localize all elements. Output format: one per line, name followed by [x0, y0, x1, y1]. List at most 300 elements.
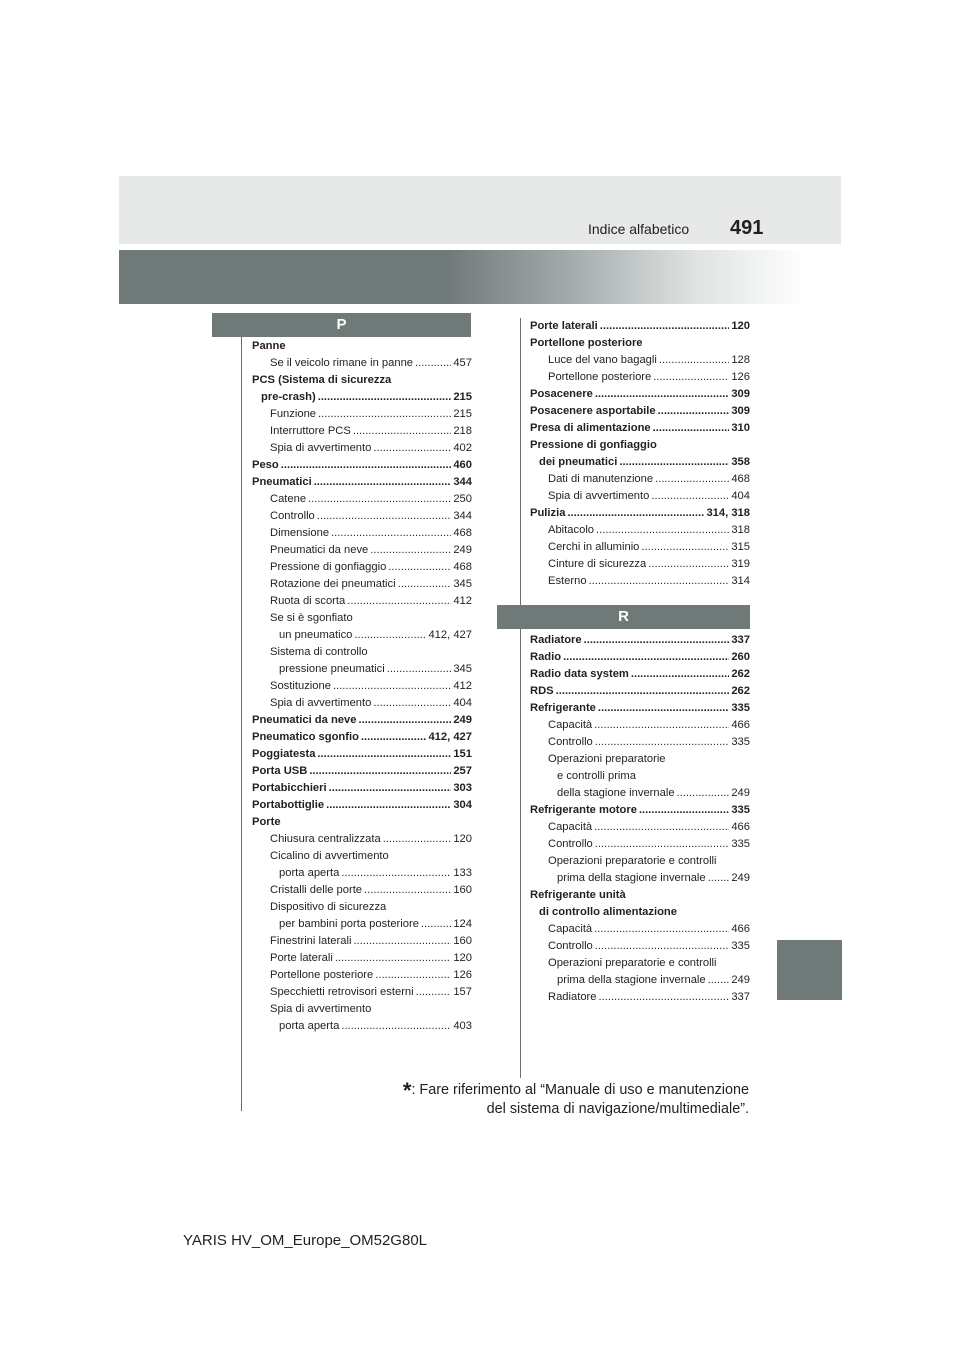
dot-leader: [314, 474, 452, 491]
index-entry-label: Portellone posteriore: [270, 969, 374, 981]
index-entry-label: Operazioni preparatorie: [548, 753, 666, 765]
index-entry-page: 250: [453, 493, 472, 505]
dot-leader: [341, 865, 451, 882]
index-entry-page: 337: [731, 634, 750, 646]
index-entry-label: Catene: [270, 493, 307, 505]
index-entry-page: 315: [731, 541, 750, 553]
dot-leader: [599, 989, 730, 1006]
dot-leader: [373, 695, 451, 712]
dot-leader: [596, 522, 729, 539]
index-entry-label: Abitacolo: [548, 524, 595, 536]
index-entry-page: 412: [453, 680, 472, 692]
dot-leader: [567, 505, 704, 522]
index-entry: [530, 717, 750, 734]
index-entry-label: Luce del vano bagagli: [548, 354, 657, 366]
index-entry-page: 404: [453, 697, 472, 709]
index-entry-label: della stagione invernale: [557, 787, 675, 799]
index-entry: [252, 848, 472, 865]
index-entry: [530, 369, 750, 386]
dot-leader: [651, 488, 729, 505]
index-entry-label: Capacità: [548, 923, 593, 935]
index-entry: [530, 573, 750, 590]
dot-leader: [594, 819, 729, 836]
dot-leader: [353, 933, 451, 950]
index-entry-label: Controllo: [548, 838, 593, 850]
index-entry-page: 314: [731, 575, 750, 587]
index-entry-label: Capacità: [548, 821, 593, 833]
index-entry: [252, 763, 472, 780]
page-number: 491: [730, 217, 764, 239]
index-entry-label: Posacenere: [530, 388, 593, 400]
index-entry-page: 218: [453, 425, 472, 437]
dot-leader: [347, 593, 451, 610]
index-entry-page: 304: [453, 799, 472, 811]
index-entry-page: 310: [731, 422, 750, 434]
dot-leader: [317, 746, 451, 763]
index-entry-label: Sostituzione: [270, 680, 331, 692]
dot-leader: [375, 967, 451, 984]
index-entry: [530, 420, 750, 437]
index-entry: [530, 649, 750, 666]
dot-leader: [619, 454, 729, 471]
dot-leader: [358, 712, 451, 729]
dot-leader: [648, 556, 729, 573]
index-entry-label: Pneumatico sgonfio: [252, 731, 359, 743]
index-entry: [252, 882, 472, 899]
index-entry-page: 466: [731, 821, 750, 833]
index-entry-label: Esterno: [548, 575, 587, 587]
index-entry: [252, 576, 472, 593]
index-entry: [252, 525, 472, 542]
index-entry: [530, 819, 750, 836]
index-entry-page: 468: [453, 527, 472, 539]
index-entry-label: e controlli prima: [557, 770, 636, 782]
index-entry-page: 249: [731, 974, 750, 986]
index-entry-label: Finestrini laterali: [270, 935, 352, 947]
index-entry-label: Cristalli delle porte: [270, 884, 363, 896]
index-entry-label: prima della stagione invernale: [557, 872, 706, 884]
dot-leader: [595, 734, 730, 751]
index-entry-page: 319: [731, 558, 750, 570]
index-entry-label: Pulizia: [530, 507, 566, 519]
index-entry-label: Radiatore: [548, 991, 597, 1003]
dot-leader: [318, 406, 451, 423]
index-entry: [530, 700, 750, 717]
dot-leader: [281, 457, 452, 474]
index-entry: [252, 593, 472, 610]
index-entry-page: 126: [453, 969, 472, 981]
index-entry-label: Pressione di gonfiaggio: [530, 439, 657, 451]
index-column-right-p: [530, 318, 750, 590]
document-code: YARIS HV_OM_Europe_OM52G80L: [183, 1232, 428, 1249]
index-entry-label: un pneumatico: [279, 629, 353, 641]
index-entry-page: 466: [731, 719, 750, 731]
index-entry-label: Porta USB: [252, 765, 308, 777]
index-entry-label: Spia di avvertimento: [548, 490, 650, 502]
dot-leader: [354, 627, 426, 644]
index-entry: [530, 887, 750, 904]
index-entry: [252, 389, 472, 406]
dot-leader: [388, 559, 451, 576]
index-entry-label: Chiusura centralizzata: [270, 833, 381, 845]
index-entry-label: Refrigerante: [530, 702, 596, 714]
index-entry-page: 402: [453, 442, 472, 454]
dot-leader: [595, 836, 730, 853]
middle-column-rule: [520, 318, 521, 1078]
index-entry: [530, 539, 750, 556]
index-entry-label: Se si è sgonfiato: [270, 612, 353, 624]
index-entry-label: Portellone posteriore: [548, 371, 652, 383]
index-entry: [252, 899, 472, 916]
dot-leader: [416, 984, 452, 1001]
index-entry-page: 262: [731, 685, 750, 697]
index-column-right-r: [530, 632, 750, 1006]
index-entry: [252, 865, 472, 882]
index-entry-label: Peso: [252, 459, 279, 471]
index-entry: [530, 454, 750, 471]
index-entry: [530, 386, 750, 403]
index-entry-page: 466: [731, 923, 750, 935]
dot-leader: [353, 423, 451, 440]
index-entry-label: RDS: [530, 685, 554, 697]
footnote-star: *: [402, 1078, 412, 1103]
index-entry-label: Ruota di scorta: [270, 595, 346, 607]
index-entry-page: 337: [731, 991, 750, 1003]
index-entry: [252, 406, 472, 423]
dot-leader: [563, 649, 729, 666]
left-column-rule: [241, 318, 242, 1111]
index-entry-label: Refrigerante motore: [530, 804, 637, 816]
index-entry-label: Controllo: [548, 736, 593, 748]
index-entry: [530, 471, 750, 488]
index-entry-label: Porte laterali: [530, 320, 598, 332]
index-entry-label: Porte laterali: [270, 952, 333, 964]
index-entry-page: 314, 318: [706, 507, 750, 519]
index-entry-label: PCS (Sistema di sicurezza: [252, 374, 392, 386]
index-entry-page: 133: [453, 867, 472, 879]
dot-leader: [415, 355, 451, 372]
index-entry-page: 457: [453, 357, 472, 369]
index-entry: [252, 491, 472, 508]
index-entry: [252, 508, 472, 525]
index-entry: [530, 632, 750, 649]
index-entry-label: Capacità: [548, 719, 593, 731]
index-entry: [252, 1001, 472, 1018]
dot-leader: [335, 950, 452, 967]
index-entry-label: pressione pneumatici: [279, 663, 385, 675]
index-entry-page: 120: [453, 833, 472, 845]
dot-leader: [708, 972, 730, 989]
index-entry: [252, 372, 472, 389]
index-entry: [252, 984, 472, 1001]
index-entry-page: 128: [731, 354, 750, 366]
chapter-banner: [119, 250, 841, 304]
index-entry-page: 126: [731, 371, 750, 383]
index-entry: [530, 318, 750, 335]
index-entry-page: 309: [731, 405, 750, 417]
index-entry: [530, 751, 750, 768]
dot-leader: [329, 780, 452, 797]
index-entry-label: Porte: [252, 816, 281, 828]
dot-leader: [421, 916, 451, 933]
index-entry: [252, 474, 472, 491]
index-entry: [530, 904, 750, 921]
footnote: [249, 1078, 749, 1118]
index-entry-label: Dati di manutenzione: [548, 473, 654, 485]
dot-leader: [370, 542, 451, 559]
index-entry-label: porta aperta: [279, 1020, 340, 1032]
index-entry-page: 160: [453, 935, 472, 947]
index-entry: [252, 661, 472, 678]
index-entry-page: 260: [731, 651, 750, 663]
index-entry-page: 249: [453, 714, 472, 726]
index-entry: [530, 437, 750, 454]
index-entry: [252, 797, 472, 814]
index-entry: [252, 729, 472, 746]
index-entry: [530, 972, 750, 989]
index-entry: [252, 1018, 472, 1035]
index-entry: [252, 627, 472, 644]
index-entry-page: 468: [731, 473, 750, 485]
index-entry: [252, 916, 472, 933]
dot-leader: [653, 420, 730, 437]
index-entry-label: Cicalino di avvertimento: [270, 850, 389, 862]
index-entry: [252, 610, 472, 627]
index-entry-page: 120: [731, 320, 750, 332]
index-entry: [530, 870, 750, 887]
dot-leader: [641, 539, 729, 556]
index-entry: [252, 746, 472, 763]
index-entry-page: 257: [453, 765, 472, 777]
index-entry-label: Operazioni preparatorie e controlli: [548, 855, 717, 867]
index-entry-page: 403: [453, 1020, 472, 1032]
index-entry-label: Spia di avvertimento: [270, 1003, 372, 1015]
dot-leader: [556, 683, 730, 700]
footnote-text-1: : Fare riferimento al “Manuale di uso e manutenzione: [411, 1082, 749, 1098]
dot-leader: [708, 870, 730, 887]
index-entry-label: Cerchi in alluminio: [548, 541, 640, 553]
index-entry-page: 404: [731, 490, 750, 502]
index-entry-page: 335: [731, 838, 750, 850]
footnote-line-1: [249, 1078, 749, 1103]
index-entry-label: porta aperta: [279, 867, 340, 879]
dot-leader: [317, 508, 452, 525]
dot-leader: [655, 471, 729, 488]
index-entry: [530, 955, 750, 972]
footnote-line-2: del sistema di navigazione/multimediale”.: [486, 1101, 749, 1117]
index-entry-page: 309: [731, 388, 750, 400]
dot-leader: [658, 403, 730, 420]
index-entry-page: 335: [731, 804, 750, 816]
index-entry: [252, 338, 472, 355]
index-entry-page: 215: [453, 391, 472, 403]
index-entry: [252, 712, 472, 729]
dot-leader: [595, 938, 730, 955]
index-entry-label: Spia di avvertimento: [270, 697, 372, 709]
index-entry: [252, 559, 472, 576]
index-entry-label: Dispositivo di sicurezza: [270, 901, 387, 913]
index-entry: [530, 921, 750, 938]
dot-leader: [383, 831, 452, 848]
index-entry: [252, 423, 472, 440]
index-entry: [530, 836, 750, 853]
section-letter-r: R: [497, 605, 750, 629]
index-entry: [530, 938, 750, 955]
index-entry-page: 262: [731, 668, 750, 680]
index-entry: [252, 355, 472, 372]
index-entry-label: Radio data system: [530, 668, 629, 680]
index-entry: [530, 802, 750, 819]
index-entry-page: 151: [453, 748, 472, 760]
index-entry: [252, 644, 472, 661]
index-entry: [252, 440, 472, 457]
section-title: Indice alfabetico: [588, 221, 690, 237]
dot-leader: [387, 661, 452, 678]
chapter-tab-marker: [777, 940, 842, 1000]
dot-leader: [594, 921, 729, 938]
index-entry-page: 344: [453, 476, 472, 488]
dot-leader: [639, 802, 729, 819]
index-entry: [530, 785, 750, 802]
index-entry: [252, 457, 472, 474]
index-entry-label: Interruttore PCS: [270, 425, 351, 437]
index-entry-page: 124: [453, 918, 472, 930]
index-entry-label: Portabottiglie: [252, 799, 325, 811]
index-entry: [530, 352, 750, 369]
index-entry-page: 249: [453, 544, 472, 556]
dot-leader: [598, 700, 729, 717]
index-entry-label: Posacenere asportabile: [530, 405, 656, 417]
index-entry: [252, 967, 472, 984]
index-entry: [530, 853, 750, 870]
index-entry-page: 120: [453, 952, 472, 964]
index-entry: [252, 542, 472, 559]
index-column-left: [252, 338, 472, 1035]
index-entry-label: Controllo: [548, 940, 593, 952]
index-entry-page: 157: [453, 986, 472, 998]
index-entry-page: 249: [731, 787, 750, 799]
index-entry: [252, 678, 472, 695]
dot-leader: [309, 763, 451, 780]
dot-leader: [600, 318, 730, 335]
index-entry-label: Radio: [530, 651, 562, 663]
index-entry: [252, 780, 472, 797]
index-entry-label: prima della stagione invernale: [557, 974, 706, 986]
index-entry-label: di controllo alimentazione: [539, 906, 677, 918]
index-entry-label: Radiatore: [530, 634, 582, 646]
index-entry-page: 249: [731, 872, 750, 884]
dot-leader: [333, 678, 451, 695]
index-entry-page: 345: [453, 578, 472, 590]
index-entry-label: Pressione di gonfiaggio: [270, 561, 387, 573]
index-entry: [252, 695, 472, 712]
index-entry-page: 468: [453, 561, 472, 573]
index-entry: [252, 950, 472, 967]
index-entry-label: Specchietti retrovisori esterni: [270, 986, 414, 998]
dot-leader: [326, 797, 451, 814]
index-entry-page: 303: [453, 782, 472, 794]
index-entry-label: Presa di alimentazione: [530, 422, 651, 434]
section-letter-p: P: [212, 313, 471, 337]
index-entry-label: Pneumatici da neve: [270, 544, 369, 556]
index-entry-label: Portellone posteriore: [530, 337, 643, 349]
index-entry-label: Cinture di sicurezza: [548, 558, 647, 570]
index-entry-label: Rotazione dei pneumatici: [270, 578, 396, 590]
index-entry-label: pre-crash): [261, 391, 316, 403]
dot-leader: [308, 491, 451, 508]
dot-leader: [584, 632, 730, 649]
index-entry-page: 318: [731, 524, 750, 536]
index-entry-label: Panne: [252, 340, 286, 352]
index-entry-page: 358: [731, 456, 750, 468]
index-entry-page: 412, 427: [428, 731, 472, 743]
dot-leader: [631, 666, 729, 683]
dot-leader: [595, 386, 730, 403]
index-entry-label: Spia di avvertimento: [270, 442, 372, 454]
dot-leader: [341, 1018, 451, 1035]
index-entry: [530, 989, 750, 1006]
index-entry-label: Operazioni preparatorie e controlli: [548, 957, 717, 969]
dot-leader: [318, 389, 452, 406]
dot-leader: [594, 717, 729, 734]
index-entry: [530, 556, 750, 573]
index-entry-label: Sistema di controllo: [270, 646, 368, 658]
index-entry-label: Poggiatesta: [252, 748, 316, 760]
index-entry-label: Pneumatici da neve: [252, 714, 357, 726]
index-entry-label: Pneumatici: [252, 476, 312, 488]
dot-leader: [398, 576, 452, 593]
index-entry-page: 335: [731, 940, 750, 952]
index-entry-page: 160: [453, 884, 472, 896]
index-entry: [530, 505, 750, 522]
dot-leader: [361, 729, 427, 746]
index-entry-page: 412: [453, 595, 472, 607]
index-entry-page: 345: [453, 663, 472, 675]
index-entry: [530, 403, 750, 420]
index-entry: [530, 768, 750, 785]
index-entry: [252, 933, 472, 950]
index-entry-page: 412, 427: [428, 629, 472, 641]
index-entry-label: Refrigerante unità: [530, 889, 626, 901]
index-entry-page: 344: [453, 510, 472, 522]
dot-leader: [659, 352, 729, 369]
dot-leader: [677, 785, 730, 802]
index-entry-page: 335: [731, 736, 750, 748]
index-entry: [530, 734, 750, 751]
index-entry-label: dei pneumatici: [539, 456, 618, 468]
index-entry-label: Portabicchieri: [252, 782, 327, 794]
index-entry: [530, 666, 750, 683]
dot-leader: [373, 440, 451, 457]
index-entry-label: Se il veicolo rimane in panne: [270, 357, 414, 369]
dot-leader: [653, 369, 729, 386]
index-entry-label: Controllo: [270, 510, 315, 522]
index-entry-label: Dimensione: [270, 527, 330, 539]
index-entry: [252, 814, 472, 831]
dot-leader: [364, 882, 451, 899]
dot-leader: [589, 573, 730, 590]
index-entry-page: 460: [453, 459, 472, 471]
index-entry: [252, 831, 472, 848]
index-entry: [530, 683, 750, 700]
index-entry-label: per bambini porta posteriore: [279, 918, 419, 930]
index-entry-page: 335: [731, 702, 750, 714]
index-entry: [530, 335, 750, 352]
index-entry-label: Funzione: [270, 408, 317, 420]
dot-leader: [331, 525, 451, 542]
index-entry-page: 215: [453, 408, 472, 420]
index-entry: [530, 522, 750, 539]
